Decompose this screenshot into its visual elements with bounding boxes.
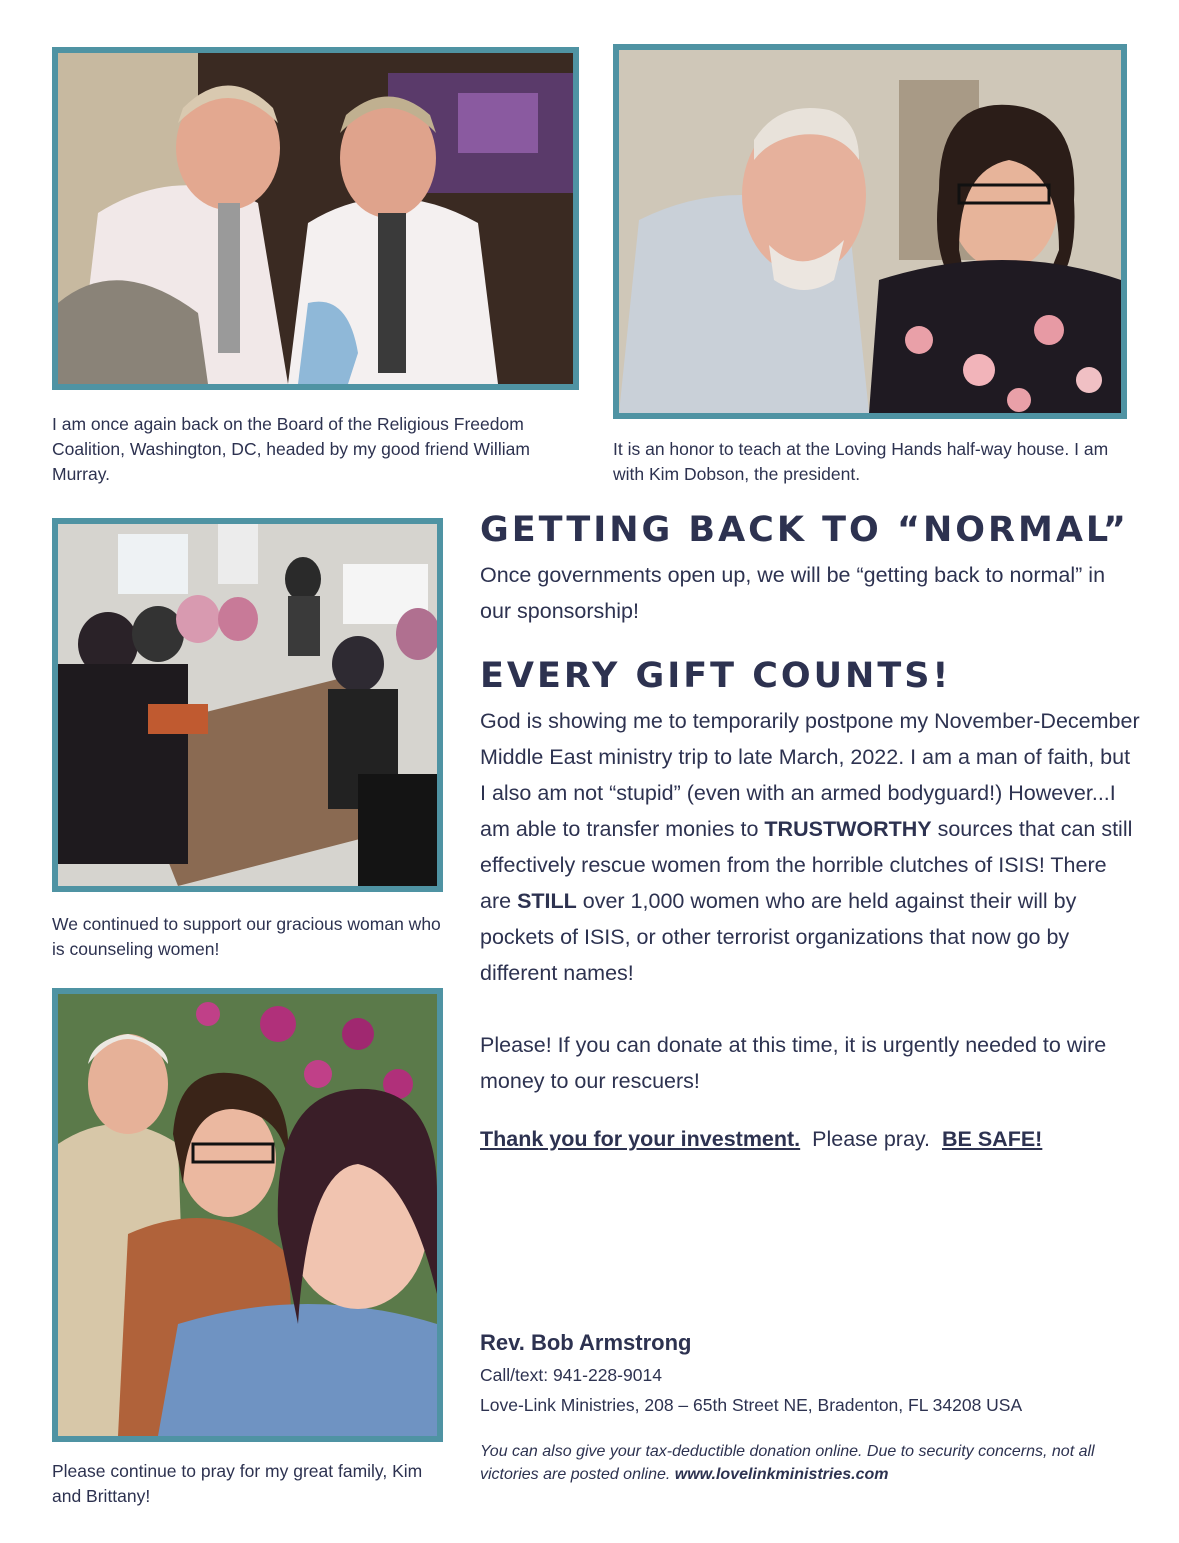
text-fragment: sources that can still effectively rescue women from the horrible clutches of ISIS! There are xyxy=(480,817,1133,913)
donation-note xyxy=(480,1440,1140,1486)
text-fragment: God is showing me to temporarily postpone my November-December Middle East ministry trip to late March, 2022. I am a man of faith, but I also am not “stupid” (even with an armed bodyguard!) However...I am able to transfer monies to xyxy=(480,709,1140,841)
heading-every-gift: EVERY GIFT COUNTS! xyxy=(480,656,952,696)
text-still: STILL xyxy=(517,889,577,913)
paragraph-every-gift xyxy=(480,703,1140,1157)
text-please-pray: Please pray. xyxy=(800,1127,942,1151)
caption-loving-hands: It is an honor to teach at the Loving Hands half-way house. I am with Kim Dobson, the president. xyxy=(613,439,1109,484)
paragraph-every-gift-text xyxy=(480,703,1140,991)
donation-note-text: You can also give your tax-deductible donation online. Due to security concerns, not all victories are posted online. xyxy=(480,1443,1095,1483)
caption-counseling: We continued to support our gracious woman who is counseling women! xyxy=(52,914,441,959)
website-link[interactable]: www.lovelinkministries.com xyxy=(674,1466,889,1483)
photo-man-woman-icon xyxy=(619,50,1121,413)
photo-loving-hands xyxy=(613,44,1127,419)
photo-family-selfie-icon xyxy=(58,994,437,1436)
signature-name: Rev. Bob Armstrong xyxy=(480,1330,692,1355)
photo-meeting-room-icon xyxy=(58,524,437,886)
caption-family: Please continue to pray for my great family, Kim and Brittany! xyxy=(52,1461,423,1506)
photo-board-members xyxy=(52,47,579,390)
signature-address: Love-Link Ministries, 208 – 65th Street NE, Bradenton, FL 34208 USA xyxy=(480,1395,1023,1415)
text-fragment: over 1,000 women who are held against their will by pockets of ISIS, or other terrorist organizations that now go by different names! xyxy=(480,889,1077,985)
paragraph-thanks xyxy=(480,1121,1140,1157)
heading-getting-back: GETTING BACK TO “NORMAL” xyxy=(480,510,1129,550)
photo-two-men-icon xyxy=(58,53,573,384)
caption-board: I am once again back on the Board of the Religious Freedom Coalition, Washington, DC, headed by my good friend William Murray. xyxy=(52,414,530,484)
paragraph-getting-back xyxy=(480,557,1140,629)
signature-phone: Call/text: 941-228-9014 xyxy=(480,1365,662,1385)
paragraph-getting-back-text: Once governments open up, we will be “getting back to normal” in our sponsorship! xyxy=(480,563,1106,623)
paragraph-donate: Please! If you can donate at this time, it is urgently needed to wire money to our rescuers! xyxy=(480,1033,1107,1093)
text-thank-you: Thank you for your investment. xyxy=(480,1127,801,1151)
photo-family xyxy=(52,988,443,1442)
text-be-safe: BE SAFE! xyxy=(941,1127,1043,1151)
text-trustworthy: TRUSTWORTHY xyxy=(764,817,932,841)
photo-counseling-meeting xyxy=(52,518,443,892)
